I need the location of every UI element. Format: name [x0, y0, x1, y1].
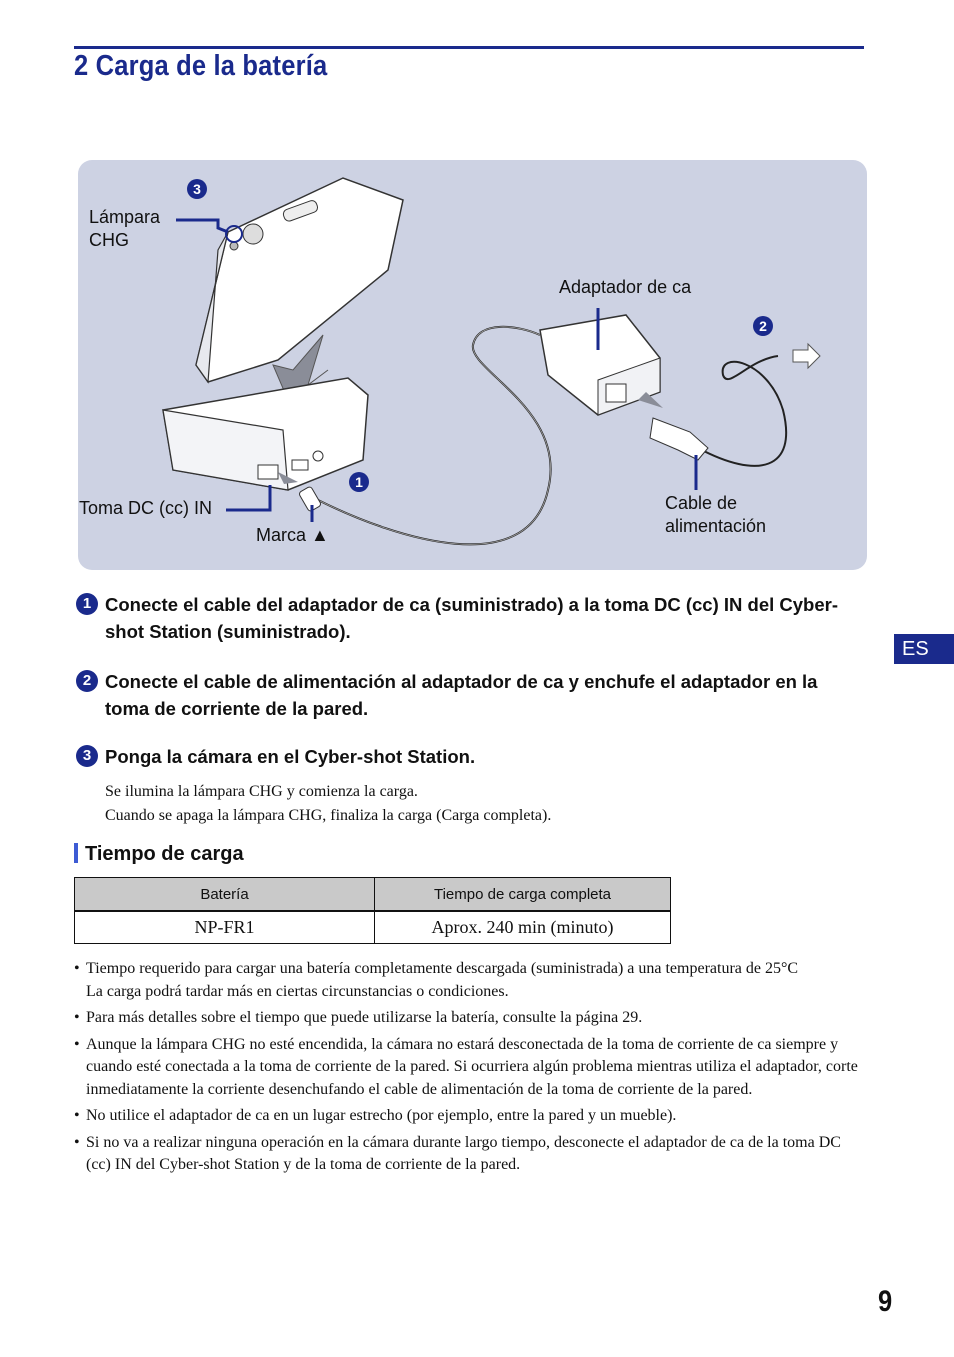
step-1 [76, 591, 866, 645]
list-item [74, 1105, 864, 1128]
page-number: 9 [878, 1285, 893, 1318]
header-tiempo: Tiempo de carga completa [375, 878, 671, 912]
list-item [74, 1007, 864, 1030]
page-title: 2 Carga de la batería [74, 50, 328, 82]
bullet-5-line-1: • Si no va a realizar ninguna operación en la cámara durante largo tiempo, desconecte el adaptador de ca de la toma DC (cc) IN del Cyber-shot Station y de la toma de corriente de la pared. [86, 1133, 841, 1173]
bullet-1-line-2: La carga podrá tardar más en ciertas circunstancias o condiciones. [86, 982, 509, 1000]
step-1-text: Conecte el cable del adaptador de ca (suministrado) a la toma DC (cc) IN del Cyber-shot Station (suministrado). [105, 594, 838, 642]
heading-bar [74, 843, 78, 863]
step-3-text: Ponga la cámara en el Cyber-shot Station. [105, 746, 476, 767]
notes-list [74, 958, 864, 1181]
language-tab: ES [894, 634, 954, 664]
step-3 [76, 743, 866, 770]
bullet-1-line-1: • Tiempo requerido para cargar una batería completamente descargada (suministrada) a una temperatura de 25°C [86, 960, 799, 977]
label-cable: Cable de alimentación [665, 493, 767, 536]
label-marca: Marca ▲ [256, 525, 329, 545]
step-2 [76, 668, 866, 722]
cell-time: Aprox. 240 min (minuto) [375, 911, 671, 944]
label-lampara-chg: Lámpara CHG [89, 207, 161, 250]
cell-battery: NP-FR1 [75, 911, 375, 944]
charging-illustration [78, 160, 867, 570]
dock-shape [163, 378, 368, 490]
bullet-4-line-1: • No utilice el adaptador de ca en un lugar estrecho (por ejemplo, entre la pared y un mueble). [86, 1107, 677, 1124]
step-1-number: 1 [76, 593, 98, 615]
camera-shape [196, 178, 403, 382]
step-2-number: 2 [76, 670, 98, 692]
title-rule [74, 46, 864, 49]
table-header-row [75, 878, 671, 912]
step-3-note-1: Se ilumina la lámpara CHG y comienza la carga. [105, 783, 418, 800]
marker-3: 3 [187, 179, 207, 199]
marker-2: 2 [753, 316, 773, 336]
bullet-2-line-1: • Para más detalles sobre el tiempo que puede utilizarse la batería, consulte la página 29. [86, 1009, 643, 1026]
header-bateria: Batería [75, 878, 375, 912]
label-toma-dc: Toma DC (cc) IN [79, 498, 213, 518]
charging-time-heading-text: Tiempo de carga [85, 843, 244, 865]
marker-1: 1 [349, 472, 369, 492]
step-3-number: 3 [76, 745, 98, 767]
list-item [74, 1132, 864, 1177]
charging-time-table [74, 877, 671, 944]
step-3-note-2: Cuando se apaga la lámpara CHG, finaliza la carga (Carga completa). [105, 807, 552, 824]
step-2-text: Conecte el cable de alimentación al adaptador de ca y enchufe el adaptador en la toma de corriente de la pared. [105, 671, 818, 719]
bullet-3-line-1: • Aunque la lámpara CHG no esté encendida, la cámara no estará desconectada de la toma de corriente de ca siempre y cuando esté conectada a la toma de corriente de la pared. Si ocurriera algún problema mientras utiliza el adaptador, corte inmediatamente la corriente desenchufando el cable de alimentación de la toma de corriente de la pared. [86, 1035, 858, 1098]
charging-time-heading [74, 843, 244, 866]
label-adaptador: Adaptador de ca [559, 277, 692, 297]
list-item [74, 1034, 864, 1102]
list-item [74, 958, 864, 1003]
table-row [75, 911, 671, 944]
